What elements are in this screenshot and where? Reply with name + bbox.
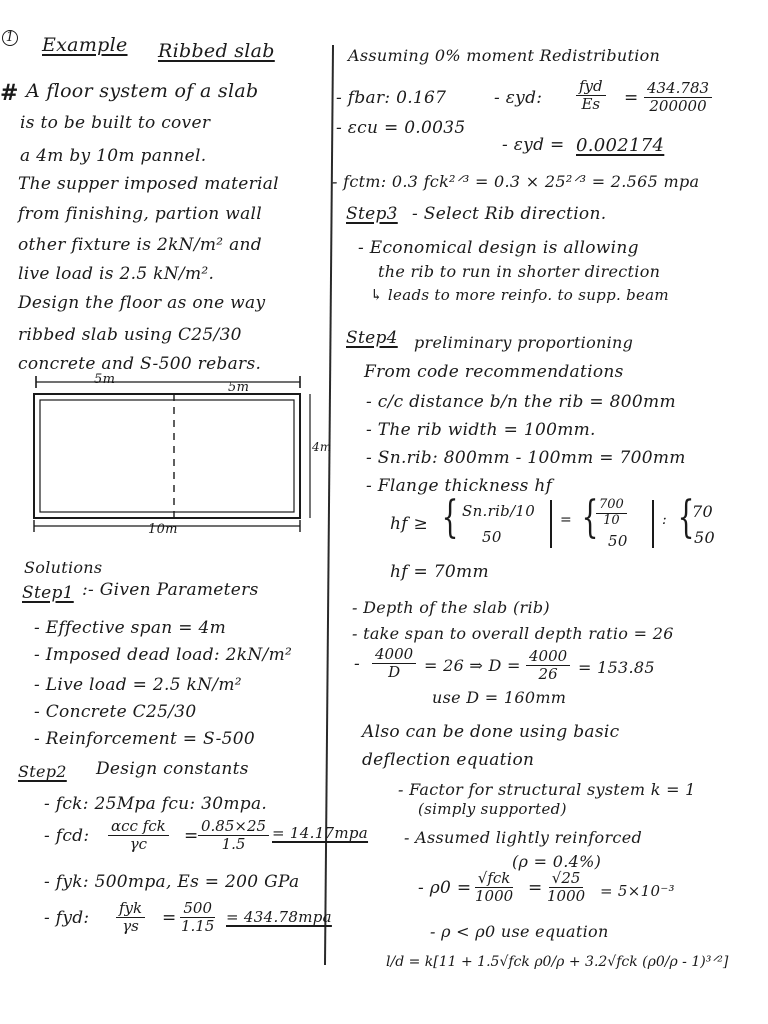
fyk-line: - fyk: 500mpa, Es = 200 GPa (44, 872, 300, 892)
hf-top-1: Sn.rib/10 (462, 502, 536, 520)
lightly-line-1: - Assumed lightly reinforced (404, 828, 643, 847)
dim-bottom: 10m (148, 522, 178, 537)
eyd2-value: 0.002174 (576, 135, 665, 156)
problem-line-10: concrete and S-500 rebars. (18, 354, 262, 374)
step4-title: preliminary proportioning (414, 333, 634, 352)
d-result: = 153.85 (578, 658, 655, 677)
d-fraction-num: 4000 (372, 646, 416, 664)
hf-fraction-2 (596, 498, 627, 529)
title-example: Example (42, 34, 128, 56)
eyd-fraction (576, 78, 606, 114)
eyd-numerator: fyd (576, 78, 606, 96)
rho0-result: = 5×10⁻³ (600, 882, 675, 900)
k-line-2: (simply supported) (418, 800, 567, 818)
fcd-fraction (108, 818, 169, 854)
fyd-fraction-2 (178, 900, 217, 936)
also-line-1: Also can be done using basic (362, 722, 620, 742)
step4-intro: From code recommendations (364, 362, 624, 382)
solutions-label: Solutions (24, 558, 103, 577)
step3-label: Step3 (346, 204, 398, 224)
d-fraction-den: D (388, 663, 401, 682)
step3-line-3: ↳ leads to more reinfo. to supp. beam (370, 286, 669, 304)
hf-brace-1: { (441, 492, 459, 543)
rho0-numerator-2: √25 (549, 870, 584, 888)
param-3: - Live load = 2.5 kN/m² (34, 675, 242, 695)
k-line-1: - Factor for structural system k = 1 (398, 780, 696, 799)
rho0-numerator: √fck (475, 870, 514, 888)
step4-line-4: - Flange thickness hf (366, 476, 553, 496)
fcd-numerator: αcc fck (108, 818, 169, 836)
problem-line-2: is to be built to cover (20, 113, 211, 133)
fyd-fraction (116, 900, 145, 936)
rho0-fraction-2 (544, 870, 588, 906)
fcd-denominator: γc (129, 835, 148, 854)
lightly-line-2: (ρ = 0.4%) (512, 852, 602, 871)
step1-label: Step1 (22, 583, 74, 603)
dash-mark: - (354, 654, 361, 674)
hf-bar-2 (652, 500, 654, 548)
fcd-fraction-2 (198, 818, 269, 854)
problem-line-1: A floor system of a slab (26, 80, 259, 102)
fyd-numerator-2: 500 (180, 900, 215, 918)
redistribution-header: Assuming 0% moment Redistribution (348, 46, 661, 65)
hf-bot-1: 50 (482, 528, 502, 546)
hf-eq-2: : (662, 512, 668, 528)
d-fraction-2 (526, 648, 570, 684)
fcd-prefix: - fcd: (44, 826, 90, 846)
step2-title: Design constants (96, 759, 249, 779)
hf-eq-1: = (560, 512, 573, 528)
depth-ratio: - take span to overall depth ratio = 26 (352, 624, 674, 643)
rho0-equals: = (528, 878, 543, 898)
dim-left: 5m (94, 372, 116, 387)
param-4: - Concrete C25/30 (34, 702, 197, 722)
fyd-equals: = (162, 908, 177, 928)
problem-line-6: other fixture is 2kN/m² and (18, 235, 262, 255)
hf-bot-3: 50 (694, 528, 715, 547)
problem-line-3: a 4m by 10m pannel. (20, 146, 207, 166)
hf-top-3: 70 (692, 502, 713, 521)
eyd-denominator-2: 200000 (649, 97, 707, 116)
fck-line: - fck: 25Mpa fcu: 30mpa. (44, 794, 268, 814)
hf-brace-2: { (581, 492, 599, 543)
rho0-denominator: 1000 (475, 887, 514, 906)
step1-title: :- Given Parameters (82, 580, 259, 600)
hf-lhs: hf ≥ (390, 514, 429, 534)
rho0-fraction (472, 870, 516, 906)
step3-title: - Select Rib direction. (412, 204, 607, 224)
fyd-denominator: γs (122, 917, 139, 936)
param-5: - Reinforcement = S-500 (34, 729, 256, 749)
fcd-denominator-2: 1.5 (221, 835, 246, 854)
eyd-fraction-2 (644, 80, 712, 116)
eyd2-prefix: - εyd = (502, 135, 565, 155)
fbar-line: - fbar: 0.167 (336, 88, 447, 108)
fyd-prefix: - fyd: (44, 908, 90, 928)
depth-title: - Depth of the slab (rib) (352, 598, 550, 617)
dim-side: 4m (312, 440, 332, 454)
step4-line-3: - Sn.rib: 800mm - 100mm = 700mm (366, 448, 686, 468)
title-topic: Ribbed slab (158, 40, 275, 62)
step4-line-2: - The rib width = 100mm. (366, 420, 596, 440)
also-line-2: deflection equation (362, 750, 535, 770)
eyd-equals: = (624, 88, 639, 108)
d-fraction (372, 646, 416, 682)
d-fraction2-den: 26 (538, 665, 558, 684)
rho-use: - ρ < ρ0 use equation (430, 922, 609, 941)
final-equation: l/d = k[11 + 1.5√fck ρ0/ρ + 3.2√fck (ρ0/ρ - 1)³ᐟ²] (386, 954, 729, 970)
fcd-numerator-2: 0.85×25 (198, 818, 269, 836)
rho0-denominator-2: 1000 (547, 887, 586, 906)
fcd-result: = 14.17mpa (272, 824, 369, 842)
slab-plan-drawing (28, 370, 328, 540)
eyd-numerator-2: 434.783 (644, 80, 712, 98)
d-fraction2-num: 4000 (526, 648, 570, 666)
hf-result: hf = 70mm (390, 562, 489, 582)
fyd-denominator-2: 1.15 (181, 917, 215, 936)
step4-label: Step4 (346, 328, 398, 348)
hf-bot-2: 50 (608, 532, 628, 550)
hf-top2-den: 10 (603, 512, 620, 528)
hash-mark: # (0, 80, 19, 106)
index-mark: 1 (2, 30, 18, 46)
fyd-numerator: fyk (116, 900, 145, 918)
ecu-line: - εcu = 0.0035 (336, 118, 466, 138)
rho0-prefix: - ρ0 = (418, 878, 472, 898)
use-d: use D = 160mm (432, 688, 567, 707)
step3-line-2: the rib to run in shorter direction (378, 262, 661, 281)
eyd-denominator: Es (581, 95, 601, 114)
dim-right: 5m (228, 380, 250, 395)
problem-line-7: live load is 2.5 kN/m². (18, 264, 215, 284)
param-1: - Effective span = 4m (34, 618, 227, 638)
hf-brace-3: { (677, 492, 695, 543)
fcd-equals: = (184, 826, 199, 846)
step3-line-1: - Economical design is allowing (358, 238, 639, 258)
problem-line-5: from finishing, partion wall (18, 204, 263, 224)
problem-line-9: ribbed slab using C25/30 (18, 325, 242, 345)
problem-line-4: The supper imposed material (18, 174, 279, 194)
step2-label: Step2 (18, 762, 67, 781)
param-2: - Imposed dead load: 2kN/m² (34, 645, 293, 665)
d-mid: = 26 ⇒ D = (424, 656, 521, 675)
step4-line-1: - c/c distance b/n the rib = 800mm (366, 392, 676, 412)
fyd-result: = 434.78mpa (226, 908, 332, 926)
hf-bar-1 (550, 500, 552, 548)
eyd-prefix: - εyd: (494, 88, 543, 108)
fctm-line: - fctm: 0.3 fck²ᐟ³ = 0.3 × 25²ᐟ³ = 2.565 mpa (332, 172, 700, 191)
hf-top2-num: 700 (596, 498, 627, 514)
problem-line-8: Design the floor as one way (18, 293, 266, 313)
